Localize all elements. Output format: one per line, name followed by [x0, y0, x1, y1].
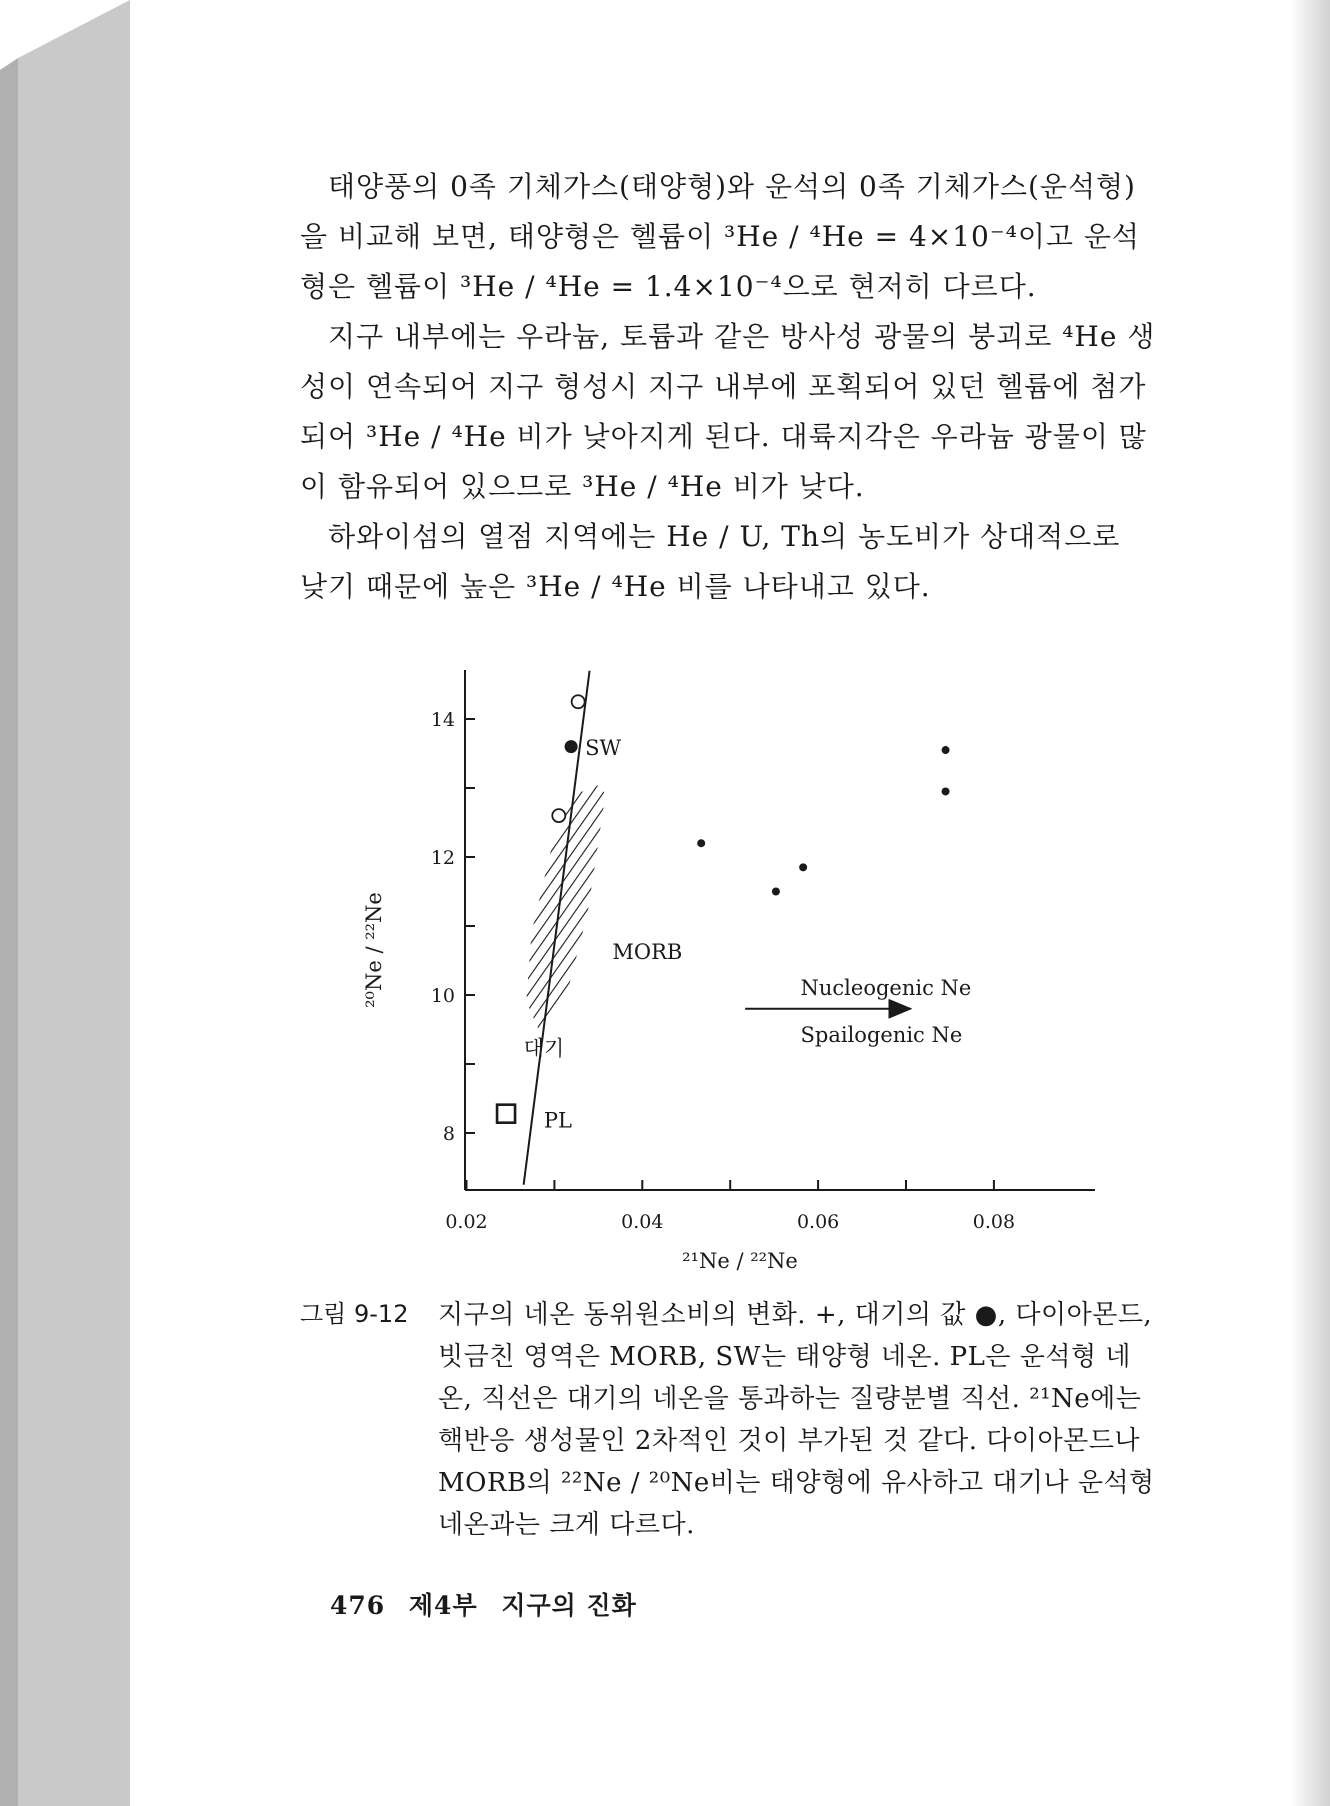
data-point — [942, 787, 950, 795]
chart-annotation: MORB — [612, 940, 683, 965]
figure-caption: 지구의 네온 동위원소비의 변화. +, 대기의 값 ●, 다이아몬드, 빗금친 영역은 MORB, SW는 태양형 네온. PL은 운석형 네온, 직선은 대기의 네온을 통과하는 질량분별 직선. ²¹Ne에는 핵반응 생성물인 2차적인 것이 부가된 것 같다. 다이아몬드나 MORB의 ²²Ne / ²⁰Ne비는 태양형에 유사하고 대기나 운석형 네온과는 크게 다르다. — [438, 1300, 1155, 1540]
data-point — [942, 746, 950, 754]
chart-annotation: SW — [585, 735, 622, 760]
x-axis-label: ²¹Ne / ²²Ne — [682, 1249, 798, 1273]
y-tick-label: 8 — [442, 1123, 455, 1145]
chapter-title: 지구의 진화 — [501, 1591, 637, 1620]
data-point-diamond — [565, 740, 578, 753]
chart-annotation: 대기 — [523, 1036, 565, 1061]
data-point-meteorite — [497, 1105, 515, 1123]
x-tick-label: 0.06 — [796, 1211, 840, 1233]
paragraph-3: 하와이섬의 열점 지역에는 He / U, Th의 농도비가 상대적으로 낮기 때문에 높은 ³He / ⁴He 비를 나타내고 있다. — [300, 520, 1121, 603]
y-tick-label: 14 — [430, 709, 455, 731]
chart-annotation: Nucleogenic Ne — [800, 976, 972, 1000]
paragraph-1: 태양풍의 0족 기체가스(태양형)와 운석의 0족 기체가스(운석형)을 비교해 보면, 태양형은 헬륨이 ³He / ⁴He = 4×10⁻⁴이고 운석형은 헬륨이 ³He / ⁴He = 1.4×10⁻⁴으로 현저히 다르다. — [300, 170, 1140, 303]
y-tick-label: 10 — [430, 985, 455, 1007]
page-footer — [330, 1586, 651, 1622]
x-tick-label: 0.02 — [445, 1211, 488, 1233]
figure-label: 그림 9-12 — [300, 1300, 409, 1328]
x-tick-label: 0.04 — [621, 1211, 664, 1233]
data-point — [799, 863, 807, 871]
part-label: 제4부 — [408, 1591, 478, 1620]
neon-isotope-chart — [355, 660, 1115, 1280]
body-text — [300, 162, 1158, 612]
morb-region — [526, 785, 605, 1034]
chart-annotation: PL — [543, 1108, 572, 1133]
data-point-open — [572, 695, 585, 708]
page-edge-shadow — [1290, 0, 1330, 1806]
y-tick-label: 12 — [430, 847, 455, 869]
paragraph-2: 지구 내부에는 우라늄, 토륨과 같은 방사성 광물의 붕괴로 ⁴He 생성이 연속되어 지구 형성시 지구 내부에 포획되어 있던 헬륨에 첨가되어 ³He / ⁴He 비가 낮아지게 된다. 대륙지각은 우라늄 광물이 많이 함유되어 있으므로 ³He / ⁴He 비가 낮다. — [300, 320, 1156, 503]
data-point — [772, 888, 780, 896]
chart-annotation: Spailogenic Ne — [800, 1022, 963, 1047]
data-point — [697, 839, 705, 847]
page-number: 476 — [330, 1591, 386, 1620]
y-axis-label: ²⁰Ne / ²²Ne — [362, 892, 386, 1008]
data-point-open — [552, 809, 565, 822]
x-tick-label: 0.08 — [972, 1211, 1016, 1233]
